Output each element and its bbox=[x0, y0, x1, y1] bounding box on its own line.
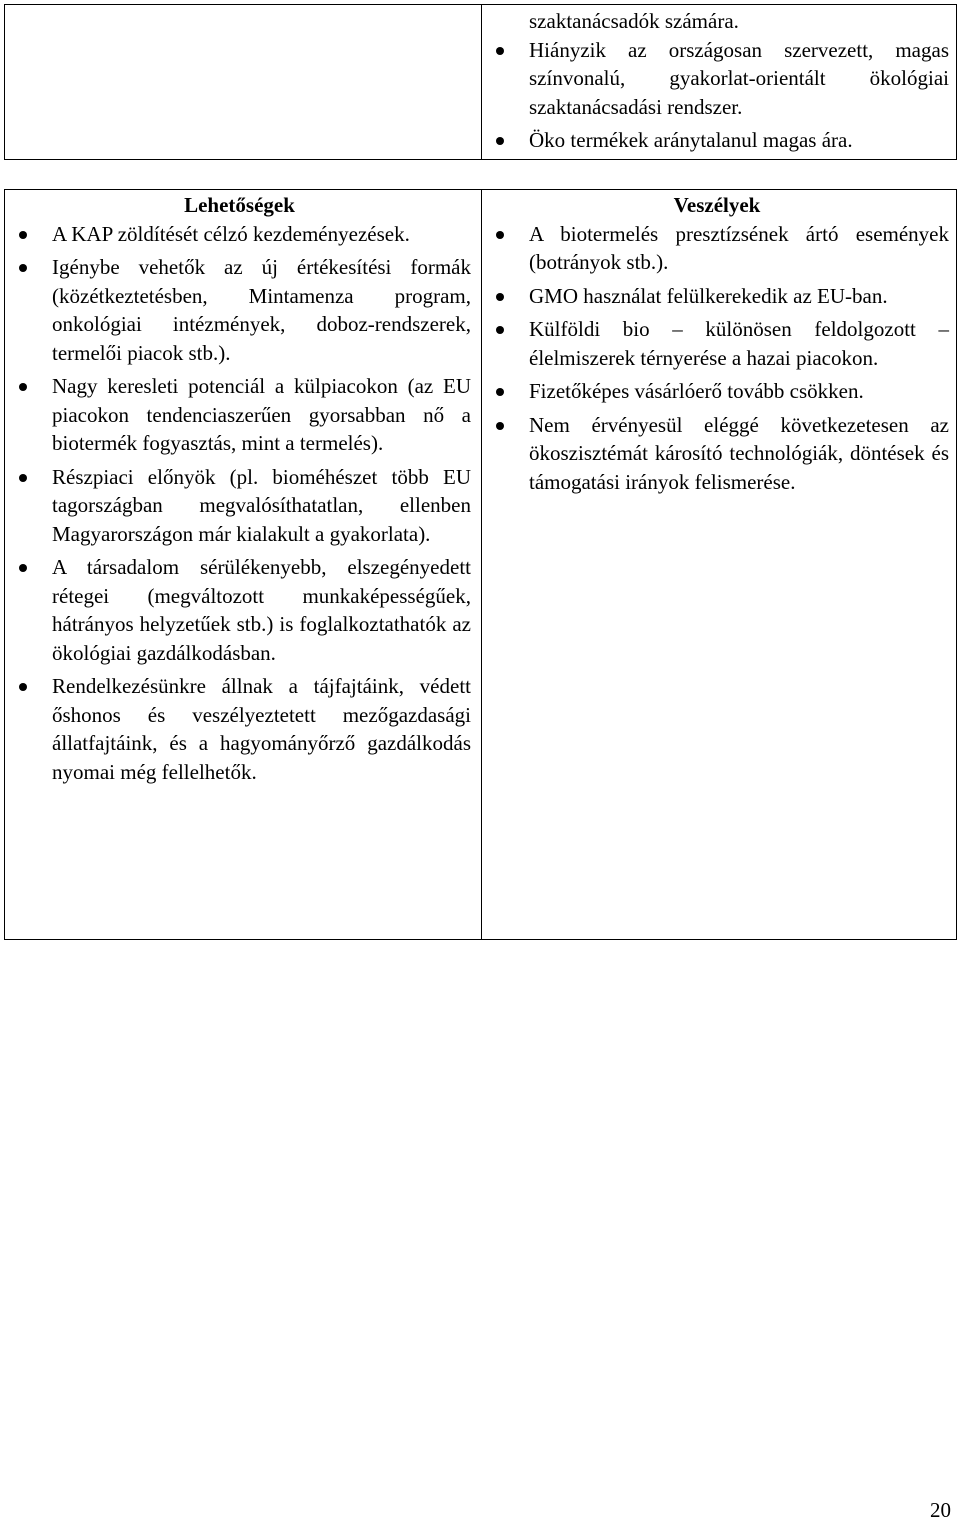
column-divider bbox=[481, 5, 482, 159]
threats-list bbox=[529, 220, 949, 497]
bullet-icon bbox=[496, 326, 504, 334]
list-item: Rendelkezésünkre állnak a tájfajtáink, védett őshonos és veszélyeztetett mezőgazdasági állatfajtáink, és a hagyományőrző gazdálkodás nyomai még fellelhetők. bbox=[52, 672, 471, 786]
bullet-icon bbox=[19, 383, 27, 391]
list-item: A társadalom sérülékenyebb, elszegényedett rétegei (megváltozott munkaképességűek, hátrányos helyzetűek stb.) is foglalkoztathatók az ökológiai gazdálkodásban. bbox=[52, 553, 471, 667]
threats-header: Veszélyek bbox=[673, 193, 761, 217]
list-item: GMO használat felülkerekedik az EU-ban. bbox=[529, 282, 949, 311]
bullet-icon bbox=[19, 564, 27, 572]
bullet-icon bbox=[496, 231, 504, 239]
list-item: Hiányzik az országosan szervezett, magas színvonalú, gyakorlat-orientált ökológiai szaktanácsadási rendszer. bbox=[529, 36, 949, 122]
threats-cell bbox=[529, 191, 949, 501]
bullet-icon bbox=[496, 293, 504, 301]
opportunities-cell bbox=[52, 191, 471, 791]
list-item: Külföldi bio – különösen feldolgozott – élelmiszerek térnyerése a hazai piacokon. bbox=[529, 315, 949, 372]
weaknesses-table-continuation bbox=[4, 4, 957, 160]
bullet-icon bbox=[19, 231, 27, 239]
column-divider bbox=[481, 190, 482, 939]
swot-opportunities-threats-table bbox=[4, 189, 957, 940]
bullet-icon bbox=[496, 47, 504, 55]
page-number: 20 bbox=[930, 1498, 951, 1522]
bullet-icon bbox=[19, 264, 27, 272]
opportunities-list bbox=[52, 220, 471, 787]
list-item: Igénybe vehetők az új értékesítési formák (közétkeztetésben, Mintamenza program, onkológiai intézmények, doboz-rendszerek, termelői piacok stb.). bbox=[52, 253, 471, 367]
bullet-icon bbox=[496, 422, 504, 430]
list-item: Öko termékek aránytalanul magas ára. bbox=[529, 126, 949, 155]
opportunities-header: Lehetőségek bbox=[184, 193, 295, 217]
list-item: Fizetőképes vásárlóerő tovább csökken. bbox=[529, 377, 949, 406]
list-item: Részpiaci előnyök (pl. bioméhészet több EU tagországban megvalósíthatatlan, ellenben Magyarországon már kialakult a gyakorlata). bbox=[52, 463, 471, 549]
list-item: A biotermelés presztízsének ártó események (botrányok stb.). bbox=[529, 220, 949, 277]
bullet-icon bbox=[496, 137, 504, 145]
list-item: A KAP zöldítését célzó kezdeményezések. bbox=[52, 220, 471, 249]
bullet-icon bbox=[19, 683, 27, 691]
list-item: Nem érvényesül eléggé következetesen az ökoszisztémát károsító technológiák, döntések és támogatási irányok felismerése. bbox=[529, 411, 949, 497]
bullet-icon bbox=[19, 474, 27, 482]
bullet-icon bbox=[496, 388, 504, 396]
continued-text: szaktanácsadók számára. bbox=[529, 9, 739, 33]
weaknesses-list bbox=[529, 36, 949, 155]
list-item: Nagy keresleti potenciál a külpiacokon (az EU piacokon tendenciaszerűen gyorsabban nő a biotermék fogyasztás, mint a termelés). bbox=[52, 372, 471, 458]
weaknesses-cell-right bbox=[529, 7, 949, 160]
